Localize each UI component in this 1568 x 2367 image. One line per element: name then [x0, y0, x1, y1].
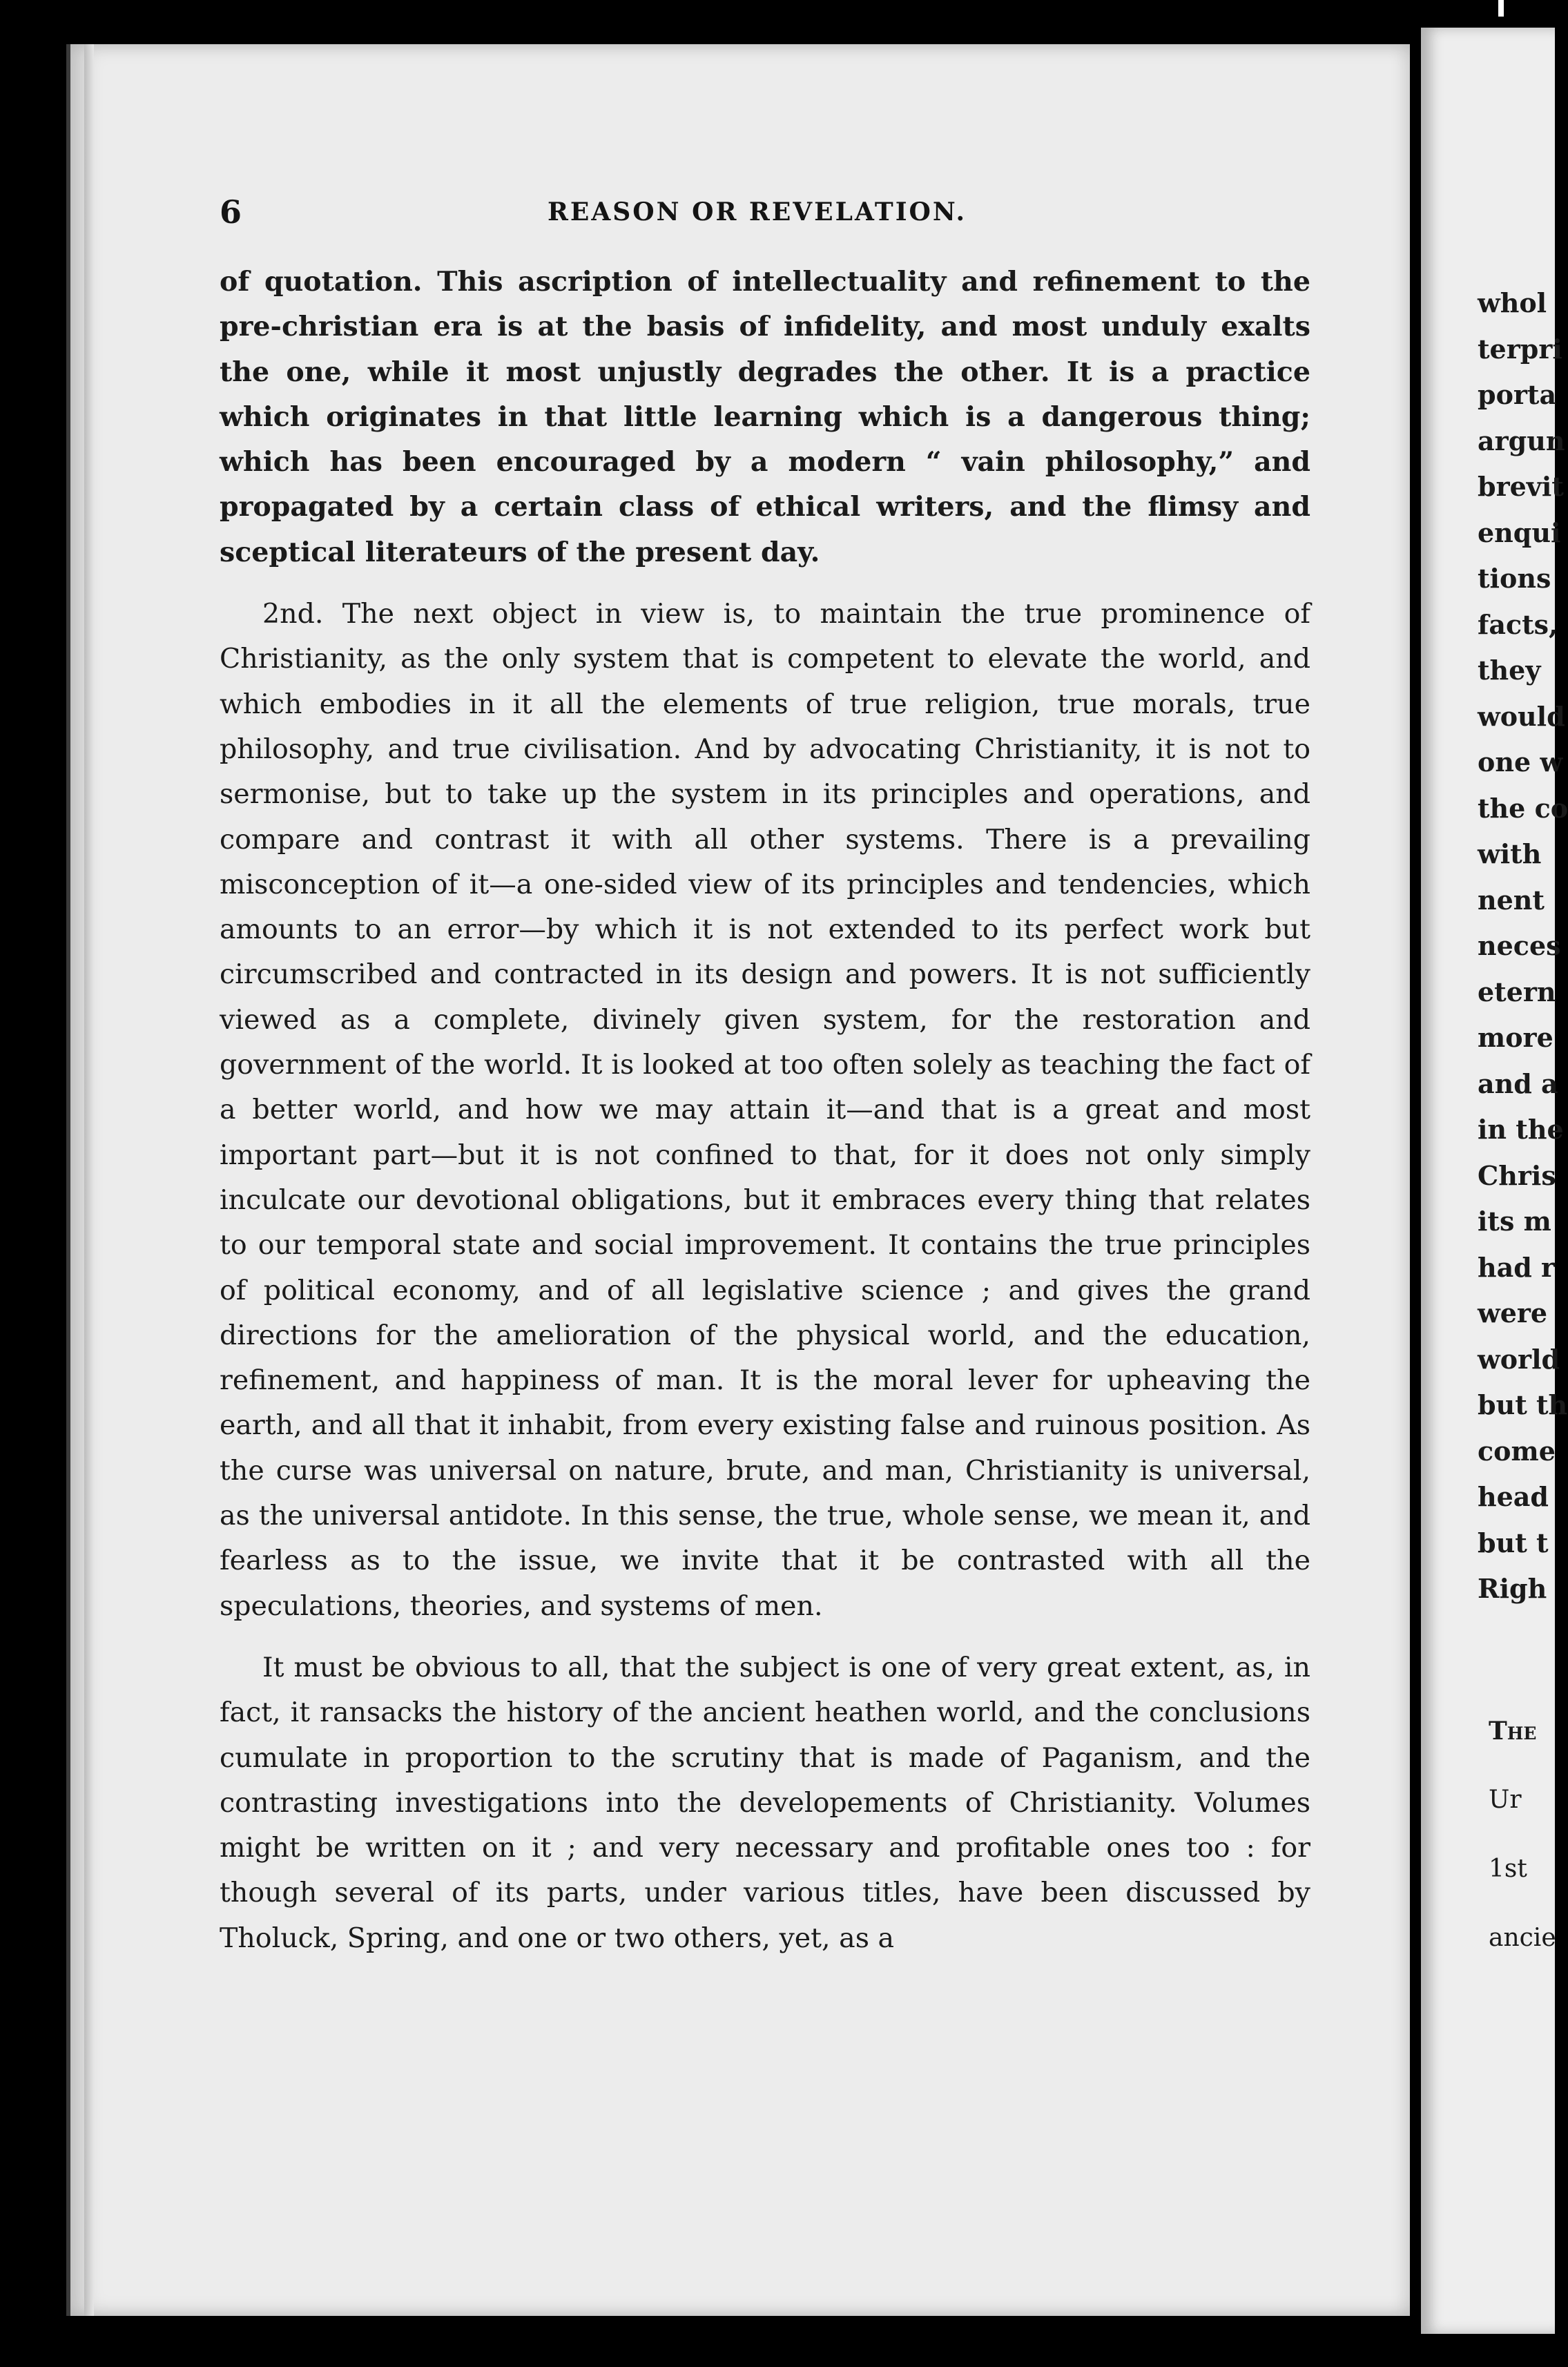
facing-line: terpri [1478, 333, 1562, 365]
facing-line: neces [1478, 930, 1561, 961]
facing-line: one w [1478, 746, 1563, 777]
facing-line: and a [1478, 1067, 1558, 1099]
facing-line: nent [1478, 884, 1545, 916]
facing-line: 1st [1489, 1855, 1527, 1883]
facing-line: porta [1478, 379, 1557, 410]
page-number: 6 [220, 193, 242, 231]
facing-line: whol [1478, 287, 1547, 318]
paragraph-subject-extent: It must be obvious to all, that the subject is one of very great extent, as, in fact, it ransacks the history of the ancient heathen world, and the conclusions cumulate in proportion to the scrutiny that is made of Paganism, and the contrasting investigations into the developements of Christianity. Volumes might be written on it ; and very necessary and profitable ones too : for though several of its parts, under various titles, have been discussed by Tholuck, Spring, and one or two others, yet, as a [220, 1651, 1310, 1954]
facing-page-edge [1421, 28, 1568, 2334]
running-title: REASON OR REVELATION. [548, 197, 967, 226]
facing-line: in the [1478, 1114, 1564, 1145]
facing-line: its m [1478, 1206, 1551, 1237]
facing-line: had r [1478, 1251, 1556, 1283]
facing-line: the co [1478, 792, 1568, 824]
facing-heading: The [1489, 1717, 1537, 1746]
paragraph-second-object: 2nd. The next object in view is, to maintain the true prominence of Christianity, as the only system that is competent to elevate the world, and which embodies in it all the elements of true religion, true morals, true philosophy, and true civilisation. And by advocating Christianity, it is not to sermonise, but to take up the system in its principles and operations, and compare and contrast it with all other systems. There is a prevailing misconception of it—a one-sided view of its principles and tendencies, which amounts to an error—by which it is not extended to its perfect work but circumscribed and contracted in its design and powers. It is not sufficiently viewed as a complete, divinely given system, for the restoration and government of the world. It is looked at too often solely as teaching the fact of a better world, and how we may attain it—and that is a great and most important part—but it is not confined to that, for it does not only simply inculcate our devotional obligations, but it embraces every thing that relates to our temporal state and social improvement. It contains the true principles of political economy, and of all legislative science ; and gives the grand directions for the amelioration of the physical world, and the education, refinement, and happiness of man. It is the moral lever for upheaving the earth, and all that it inhabit, from every existing false and ruinous position. As the curse was universal on nature, brute, and man, Christianity is universal, as the universal antidote. In this sense, the true, whole sense, we mean it, and fearless as to the issue, we invite that it be contrasted with all the speculations, theories, and systems of men. [220, 598, 1310, 1622]
scan-edge-mark [1498, 0, 1504, 17]
facing-line: head [1478, 1481, 1549, 1512]
facing-line: more [1478, 1022, 1554, 1053]
paragraph-continuation: of quotation. This ascription of intellectuality and refinement to the pre-christian era is at the basis of infidelity, and most unduly exalts the one, while it most unjustly degrades the other. It is a practice which originates in that little learning which is a dangerous thing; which has been encouraged by a modern “ vain philosophy,” and propagated by a certain class of ethical writers, and the flimsy and sceptical literateurs of the present day. [220, 266, 1310, 568]
facing-page-lower-lines [1489, 1717, 1556, 1993]
facing-line: with [1478, 838, 1542, 869]
facing-line: but th [1478, 1389, 1568, 1420]
facing-line: Righ [1478, 1573, 1547, 1604]
facing-line: world [1478, 1343, 1560, 1375]
facing-line: but t [1478, 1527, 1549, 1558]
facing-line: tions [1478, 563, 1551, 594]
facing-line: would [1478, 700, 1565, 732]
facing-line: were [1478, 1297, 1548, 1329]
facing-line: Ur [1489, 1786, 1522, 1814]
facing-line: brevit [1478, 471, 1564, 502]
facing-line: argun [1478, 425, 1565, 456]
running-header [220, 193, 1324, 235]
facing-line: they [1478, 655, 1541, 686]
facing-line: ancie [1489, 1924, 1556, 1952]
body-text [220, 260, 1310, 1961]
facing-line: enqui [1478, 516, 1561, 548]
facing-line: Chris [1478, 1159, 1556, 1191]
facing-page-lines [1478, 280, 1568, 1612]
facing-line: etern [1478, 976, 1556, 1007]
facing-line: come [1478, 1435, 1556, 1467]
facing-line: facts, [1478, 608, 1558, 640]
